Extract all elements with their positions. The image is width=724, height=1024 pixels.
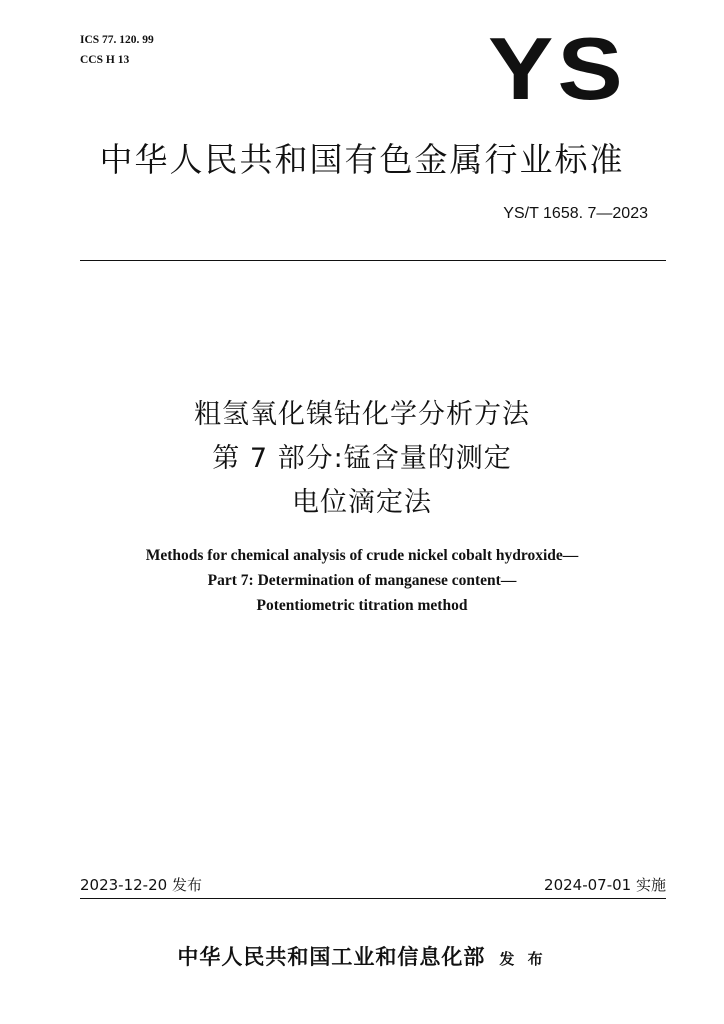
issuer-name: 中华人民共和国工业和信息化部: [177, 945, 486, 969]
issuer-suffix: 发 布: [499, 950, 547, 968]
bottom-divider: [80, 898, 666, 899]
industry-standard-title: 中华人民共和国有色金属行业标准: [99, 140, 625, 179]
chinese-title: [0, 393, 724, 525]
chinese-title-line-2: 第 7 部分:锰含量的测定: [212, 443, 512, 474]
english-title-line-3: Potentiometric titration method: [256, 597, 468, 614]
implementation-date: 2024-07-01 实施: [544, 876, 666, 894]
issue-date: 2023-12-20 发布: [80, 876, 202, 894]
ys-logo: YS: [488, 19, 627, 118]
chinese-title-line-1: 粗氢氧化镍钴化学分析方法: [194, 399, 530, 430]
classification-codes: [80, 30, 154, 70]
english-title-line-2: Part 7: Determination of manganese content—: [207, 572, 517, 589]
english-title: [0, 543, 724, 618]
standard-number: YS/T 1658. 7—2023: [503, 205, 648, 222]
ccs-code: CCS H 13: [80, 54, 130, 66]
chinese-title-line-3: 电位滴定法: [292, 487, 432, 518]
issuing-authority: [0, 942, 724, 974]
english-title-line-1: Methods for chemical analysis of crude nickel cobalt hydroxide—: [145, 547, 579, 564]
top-divider: [80, 260, 666, 261]
ics-code: ICS 77. 120. 99: [80, 34, 154, 46]
